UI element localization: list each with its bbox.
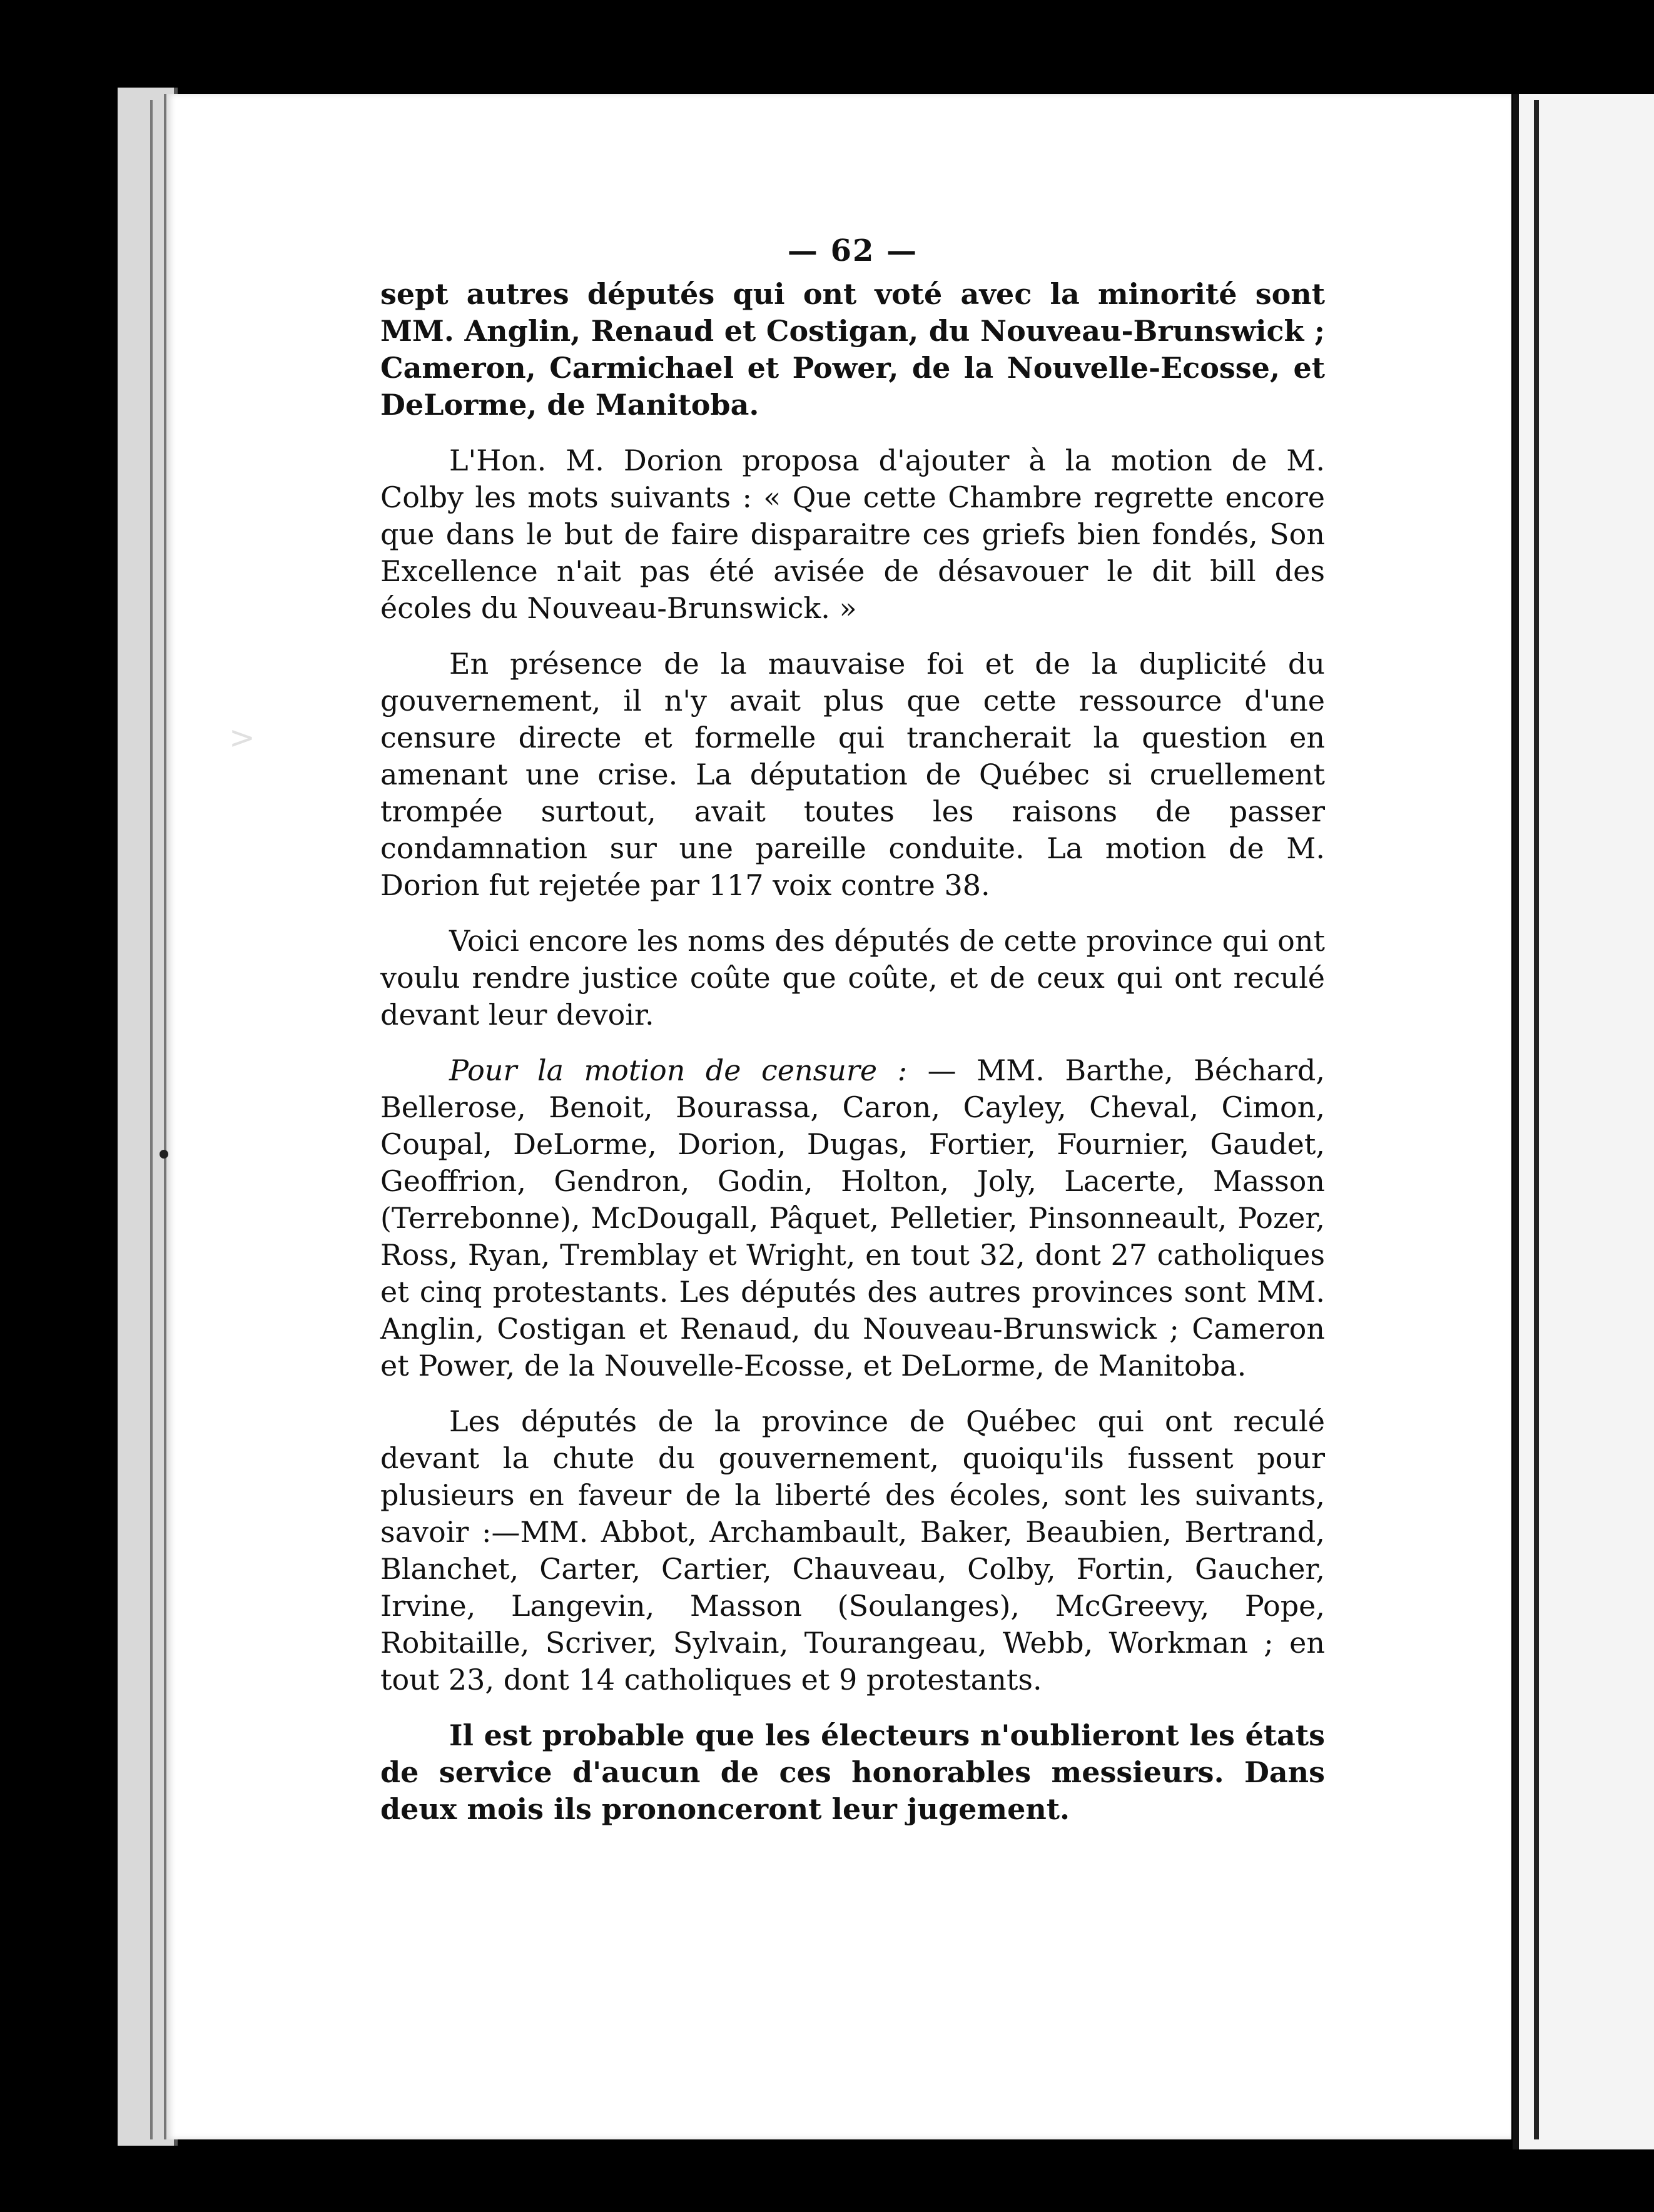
paragraph-5 bbox=[380, 1052, 1325, 1384]
paragraph-6: Les députés de la province de Québec qui ont reculé devant la chute du gouvernement, quoiqu'ils fussent pour plusieurs en faveur de la liberté des écoles, sont les suivants, savoir :—MM. Abbot, Archambault, Baker, Beaubien, Bertrand, Blanchet, Carter, Cartier, Chauveau, Colby, Fortin, Gaucher, Irvine, Langevin, Masson (Soulanges), McGreevy, Pope, Robitaille, Scriver, Sylvain, Tourangeau, Webb, Workman ; en tout 23, dont 14 catholiques et 9 protestants. bbox=[380, 1404, 1325, 1697]
page-text bbox=[380, 233, 1325, 1847]
margin-mark: > bbox=[229, 719, 255, 756]
paragraph-3: En présence de la mauvaise foi et de la duplicité du gouvernement, il n'y avait plus que cette ressource d'une censure directe et formelle qui trancherait la question en amenant une crise. La députation de Québec si cruellement trompée surtout, avait toutes les raisons de passer condamnation sur une pareille conduite. La motion de M. Dorion fut rejetée par 117 voix contre 38. bbox=[380, 647, 1325, 902]
back-pages-line bbox=[150, 100, 153, 2139]
paragraph-1: sept autres députés qui ont voté avec la minorité sont MM. Anglin, Renaud et Costigan, du Nouveau-Brunswick ; Cameron, Carmichael et Power, de la Nouvelle-Ecosse, et DeLorme, de Manitoba. bbox=[380, 277, 1325, 422]
paragraph-5-body: — MM. Barthe, Béchard, Bellerose, Benoit, Bourassa, Caron, Cayley, Cheval, Cimon, Coupal, DeLorme, Dorion, Dugas, Fortier, Fournier, Gaudet, Geoffrion, Gendron, Godin, Holton, Joly, Lacerte, Masson (Terrebonne), McDougall, Pâquet, Pelletier, Pinsonneault, Pozer, Ross, Ryan, Tremblay et Wright, en tout 32, dont 27 catholiques et cinq protestants. Les députés des autres provinces sont MM. Anglin, Costigan et Renaud, du Nouveau-Brunswick ; Cameron et Power, de la Nouvelle-Ecosse, et DeLorme, de Manitoba. bbox=[380, 1053, 1325, 1382]
margin-dot bbox=[160, 1150, 168, 1159]
paragraph-4: Voici encore les noms des députés de cette province qui ont voulu rendre justice coûte que coûte, et de ceux qui ont reculé devant leur devoir. bbox=[380, 924, 1325, 1032]
facing-page-gutter bbox=[1534, 100, 1539, 2139]
paragraph-7: Il est probable que les électeurs n'oublieront les états de service d'aucun de ces honorables messieurs. Dans deux mois ils prononceront leur jugement. bbox=[380, 1718, 1325, 1826]
page-number: — 62 — bbox=[787, 233, 918, 268]
paragraph-5-lead: Pour la motion de censure : bbox=[449, 1053, 908, 1087]
paragraph-2: L'Hon. M. Dorion proposa d'ajouter à la motion de M. Colby les mots suivants : « Que cette Chambre regrette encore que dans le but de faire disparaitre ces griefs bien fondés, Son Excellence n'ait pas été avisée de désavouer le dit bill des écoles du Nouveau-Brunswick. » bbox=[380, 444, 1325, 625]
